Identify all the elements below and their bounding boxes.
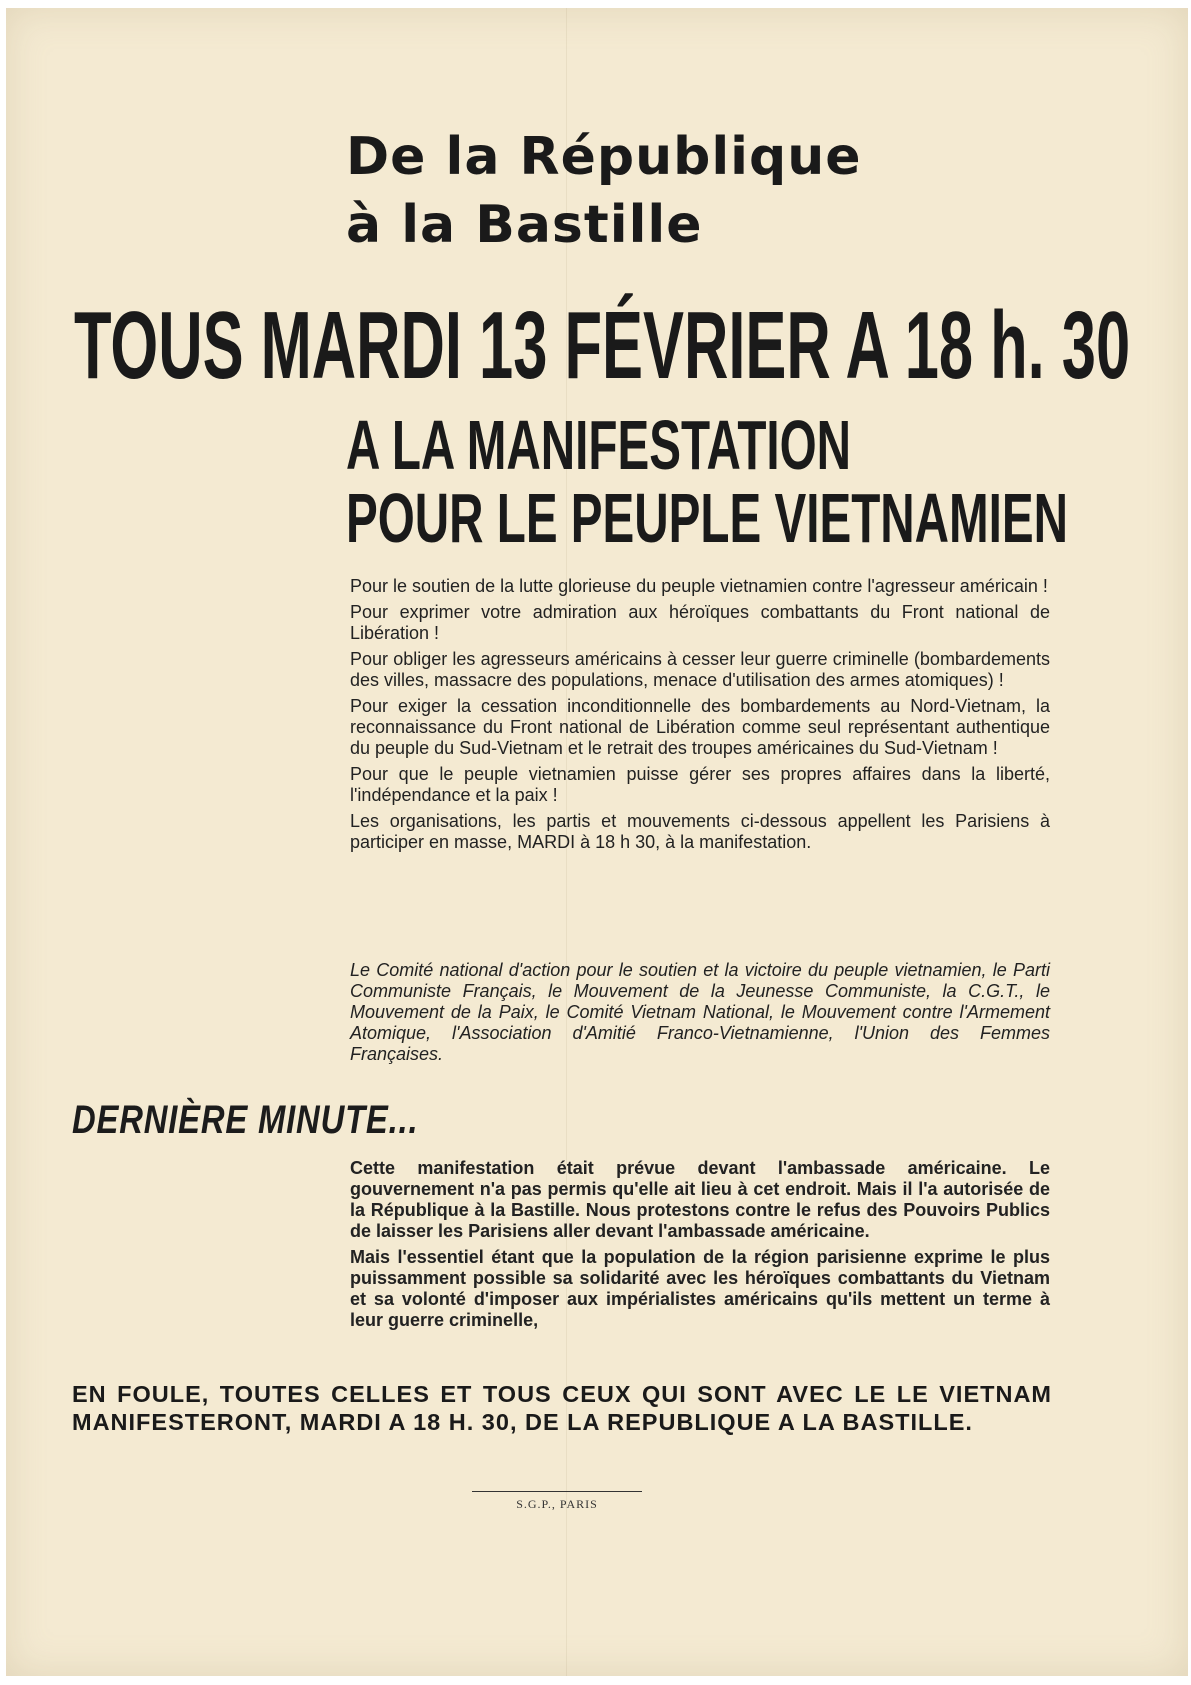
printer-credit: S.G.P., PARIS — [516, 1497, 598, 1511]
title-line-2: à la Bastille — [346, 195, 703, 255]
intro-paragraph: Les organisations, les partis et mouvements ci-dessous appellent les Parisiens à participer en masse, MARDI à 18 h 30, à la manifestation. — [350, 811, 1050, 852]
intro-paragraph: Pour le soutien de la lutte glorieuse du peuple vietnamien contre l'agresseur américain ! — [350, 576, 1048, 596]
poster-title — [346, 123, 861, 259]
latest-news-paragraph: Cette manifestation était prévue devant l'ambassade américaine. Le gouvernement n'a pas permis qu'elle ait lieu à cet endroit. Mais il l'a autorisée de la République à la Bastille. Nous protestons contre le refus des Pouvoirs Publics de laisser les Parisiens aller devant l'ambassade américaine. — [350, 1158, 1050, 1241]
organizations-list — [350, 960, 1050, 1070]
intro-paragraph: Pour obliger les agresseurs américains à cesser leur guerre criminelle (bombardements des villes, massacre des populations, menace d'utilisation des armes atomiques) ! — [350, 649, 1050, 690]
intro-paragraph: Pour exiger la cessation inconditionnelle des bombardements au Nord-Vietnam, la reconnaissance du Front national de Libération comme seul représentant authentique du peuple du Sud-Vietnam et le retrait des troupes américaines du Sud-Vietnam ! — [350, 696, 1050, 758]
title-line-1: De la République — [346, 127, 862, 187]
latest-news-paragraph: Mais l'essentiel étant que la population de la région parisienne exprime le plus puissamment possible sa solidarité avec les héroïques combattants du Vietnam et sa volonté d'imposer aux impérialistes américains qu'ils mettent un terme à leur guerre criminelle, — [350, 1247, 1050, 1330]
headline-line-1: A LA MANIFESTATION — [346, 406, 852, 484]
headline-line-2: POUR LE PEUPLE VIETNAMIEN — [346, 479, 1069, 557]
latest-news-heading: DERNIÈRE MINUTE... — [72, 1098, 419, 1142]
date-headline: TOUS MARDI 13 FÉVRIER A 18 h. 30 — [74, 292, 1131, 399]
intro-text — [350, 576, 1050, 858]
intro-paragraph: Pour exprimer votre admiration aux héroïques combattants du Front national de Libération ! — [350, 602, 1050, 643]
printer-rule — [472, 1491, 642, 1492]
organizations-paragraph: Le Comité national d'action pour le soutien et la victoire du peuple vietnamien, le Parti Communiste Français, le Mouvement de la Jeunesse Communiste, la C.G.T., le Mouvement de la Paix, le Comité Vietnam National, le Mouvement contre l'Armement Atomique, l'Association d'Amitié Franco-Vietnamienne, l'Union des Femmes Françaises. — [350, 960, 1050, 1064]
latest-news-text — [350, 1158, 1050, 1336]
closing-call: EN FOULE, TOUTES CELLES ET TOUS CEUX QUI SONT AVEC LE LE VIETNAM MANIFESTERONT, MARDI A 18 H. 30, DE LA REPUBLIQUE A LA BASTILLE. — [72, 1381, 1052, 1435]
intro-paragraph: Pour que le peuple vietnamien puisse gérer ses propres affaires dans la liberté, l'indépendance et la paix ! — [350, 764, 1050, 805]
poster-sheet — [6, 8, 1188, 1676]
